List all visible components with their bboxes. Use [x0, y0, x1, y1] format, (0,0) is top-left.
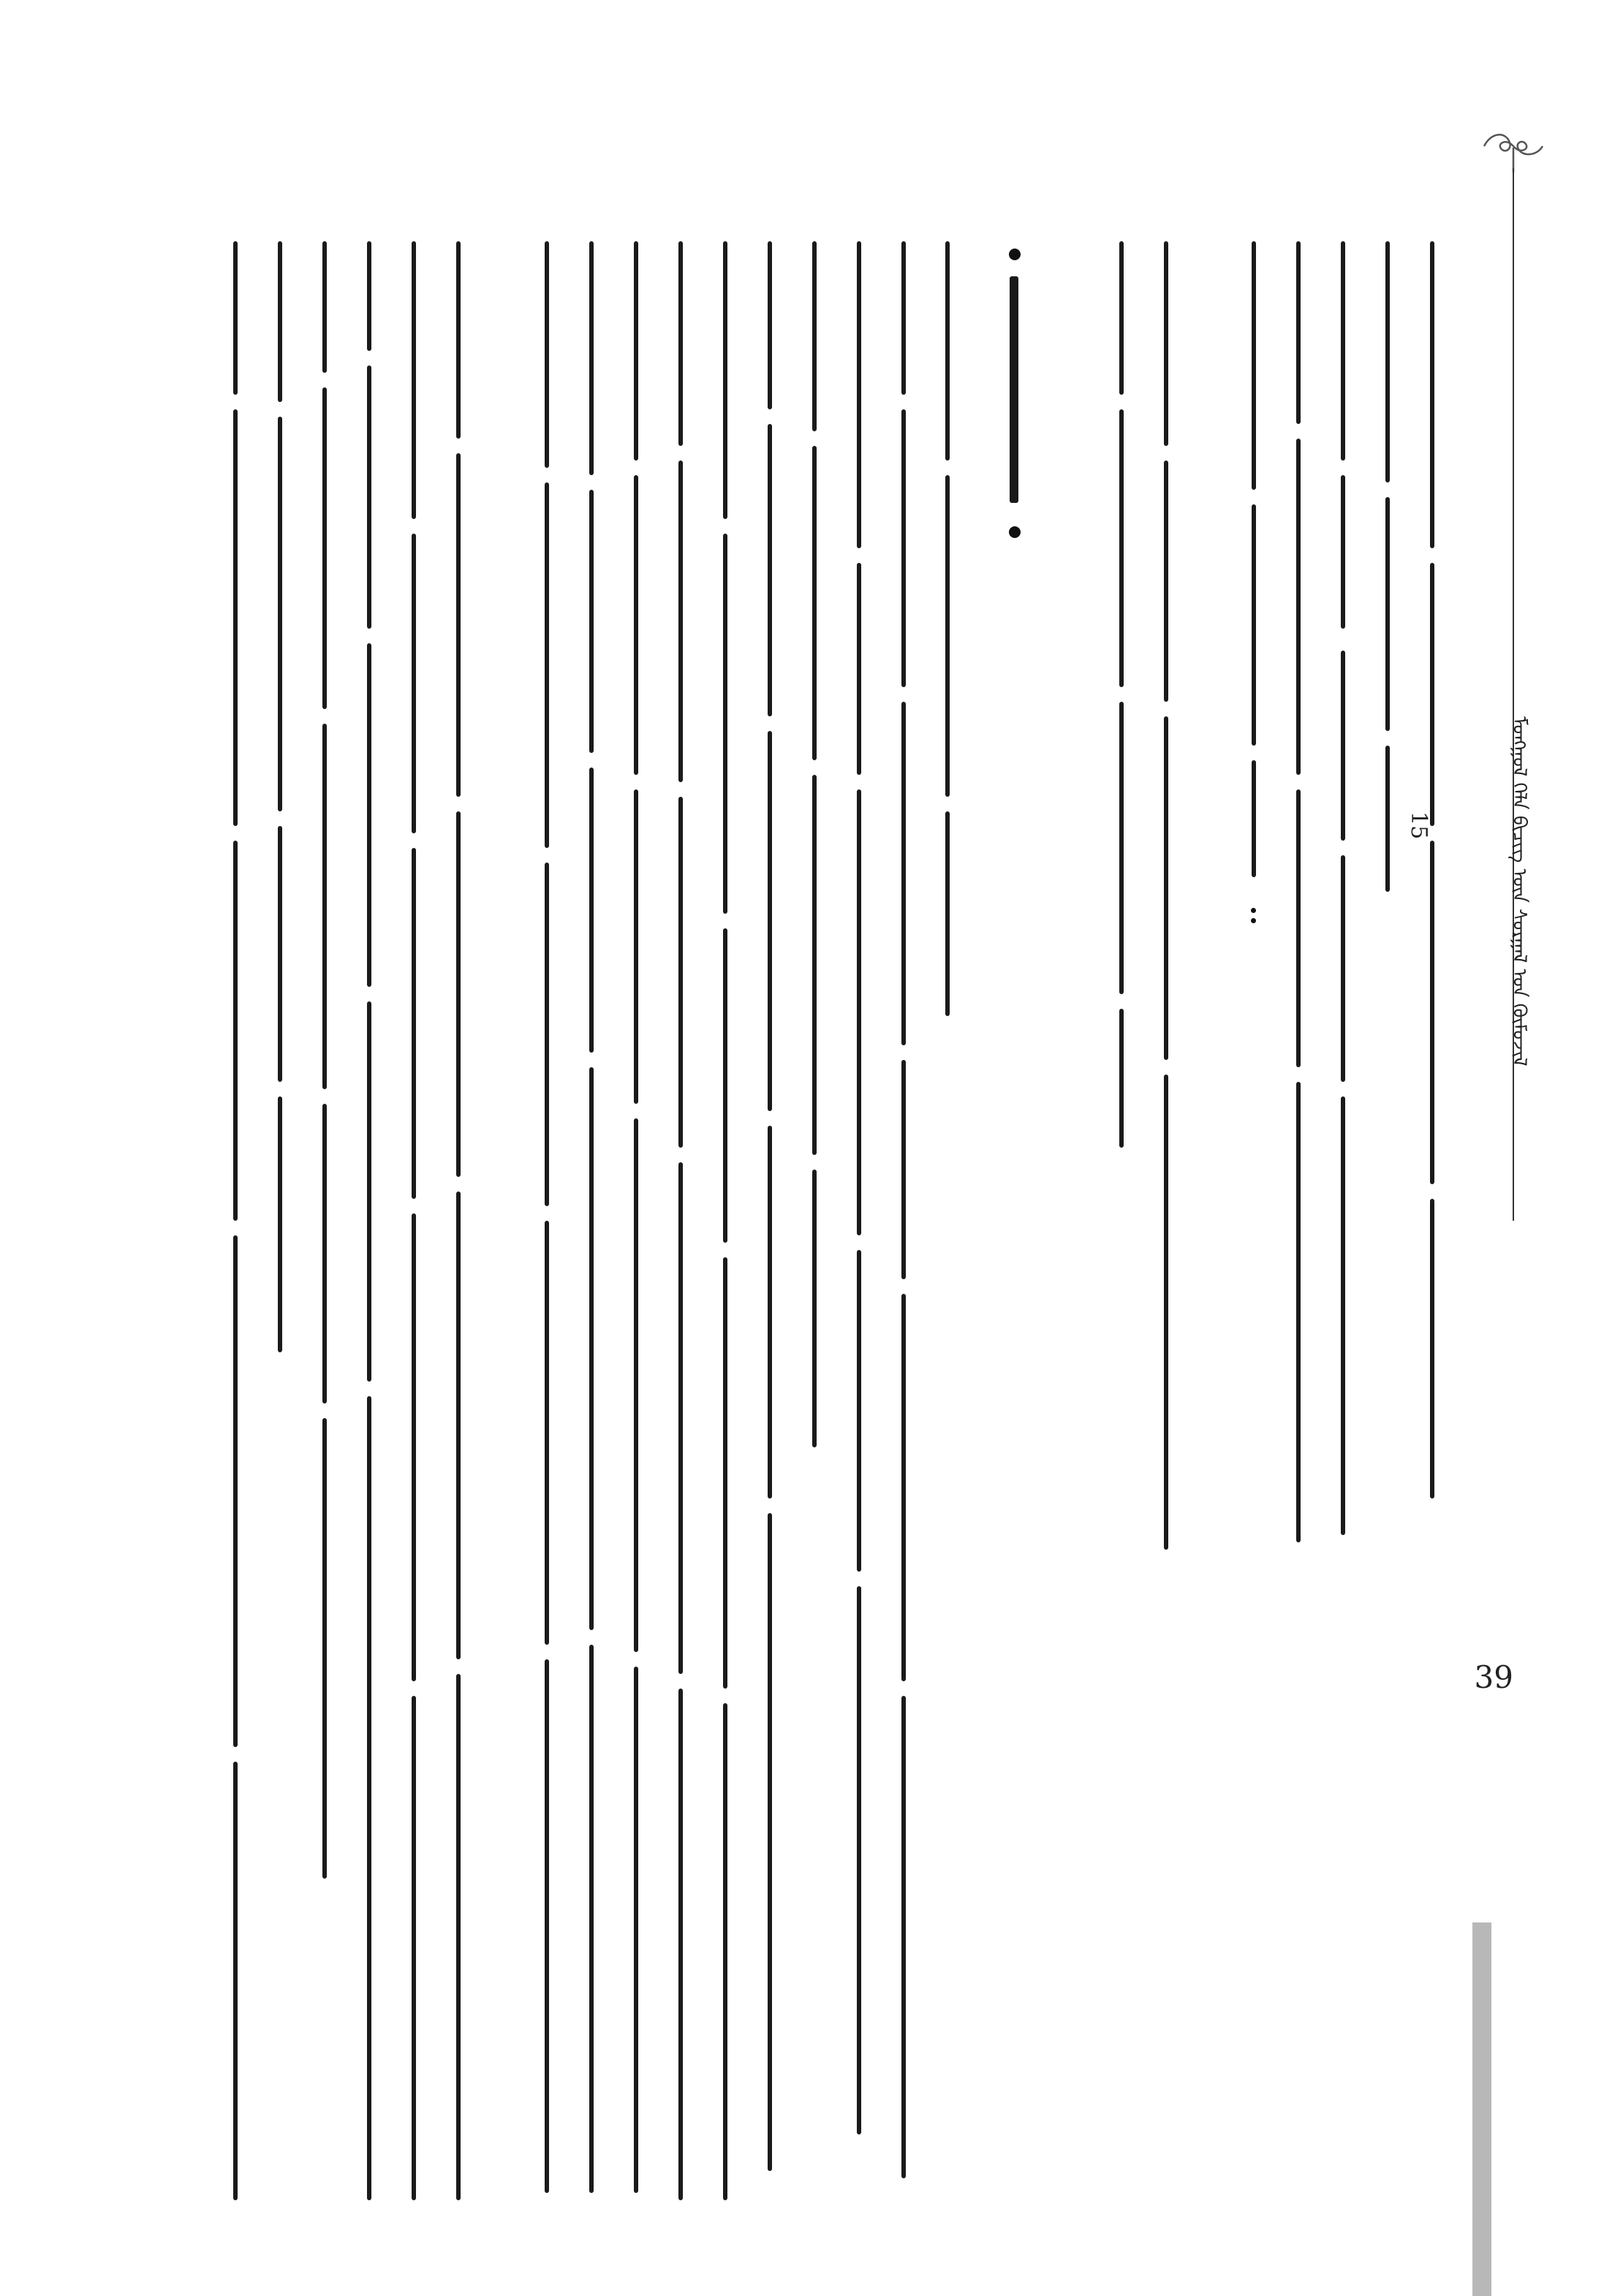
- text-column: [1150, 241, 1182, 1557]
- text-column: [1327, 241, 1359, 1542]
- page-number: 39: [1474, 1659, 1513, 1695]
- text-column: [665, 241, 697, 2208]
- text-column: [1238, 241, 1270, 943]
- text-column: [1416, 241, 1448, 1506]
- text-column: [709, 241, 741, 2208]
- running-head-text: ᠮᠣᠩᠭᠣᠯ ᠬᠡᠯᠡ ᠪᠢᠴᠢᠭ ᠦᠨ ᠰᠤᠷᠭᠠᠯ ᠤᠨ ᠬᠦᠮᠦᠵᠢᠯ: [1508, 716, 1530, 1066]
- text-column: [1372, 241, 1404, 899]
- text-column: [353, 241, 385, 2208]
- inline-number: 15: [1406, 811, 1431, 840]
- section-heading: [998, 276, 1030, 518]
- text-column: [219, 241, 251, 2208]
- text-column: [531, 241, 563, 2200]
- text-column: [264, 241, 296, 1360]
- text-column: [843, 241, 875, 2142]
- scroll-ornament-icon: [1477, 117, 1550, 175]
- page-edge-tab: [1472, 1922, 1491, 2296]
- running-head: [1490, 716, 1541, 1316]
- text-column: [1282, 241, 1314, 1550]
- heading-bullet: [1009, 249, 1021, 260]
- text-column: [1105, 241, 1138, 1155]
- text-column: [754, 241, 786, 2178]
- text-column: [931, 241, 964, 1023]
- text-column: [442, 241, 474, 2208]
- text-column: [620, 241, 652, 2200]
- heading-bullet: [1009, 526, 1021, 538]
- text-column: [575, 241, 608, 2200]
- text-column: [309, 241, 341, 1886]
- text-column: [398, 241, 430, 2208]
- text-column: [888, 241, 920, 2186]
- text-column: [798, 241, 831, 1462]
